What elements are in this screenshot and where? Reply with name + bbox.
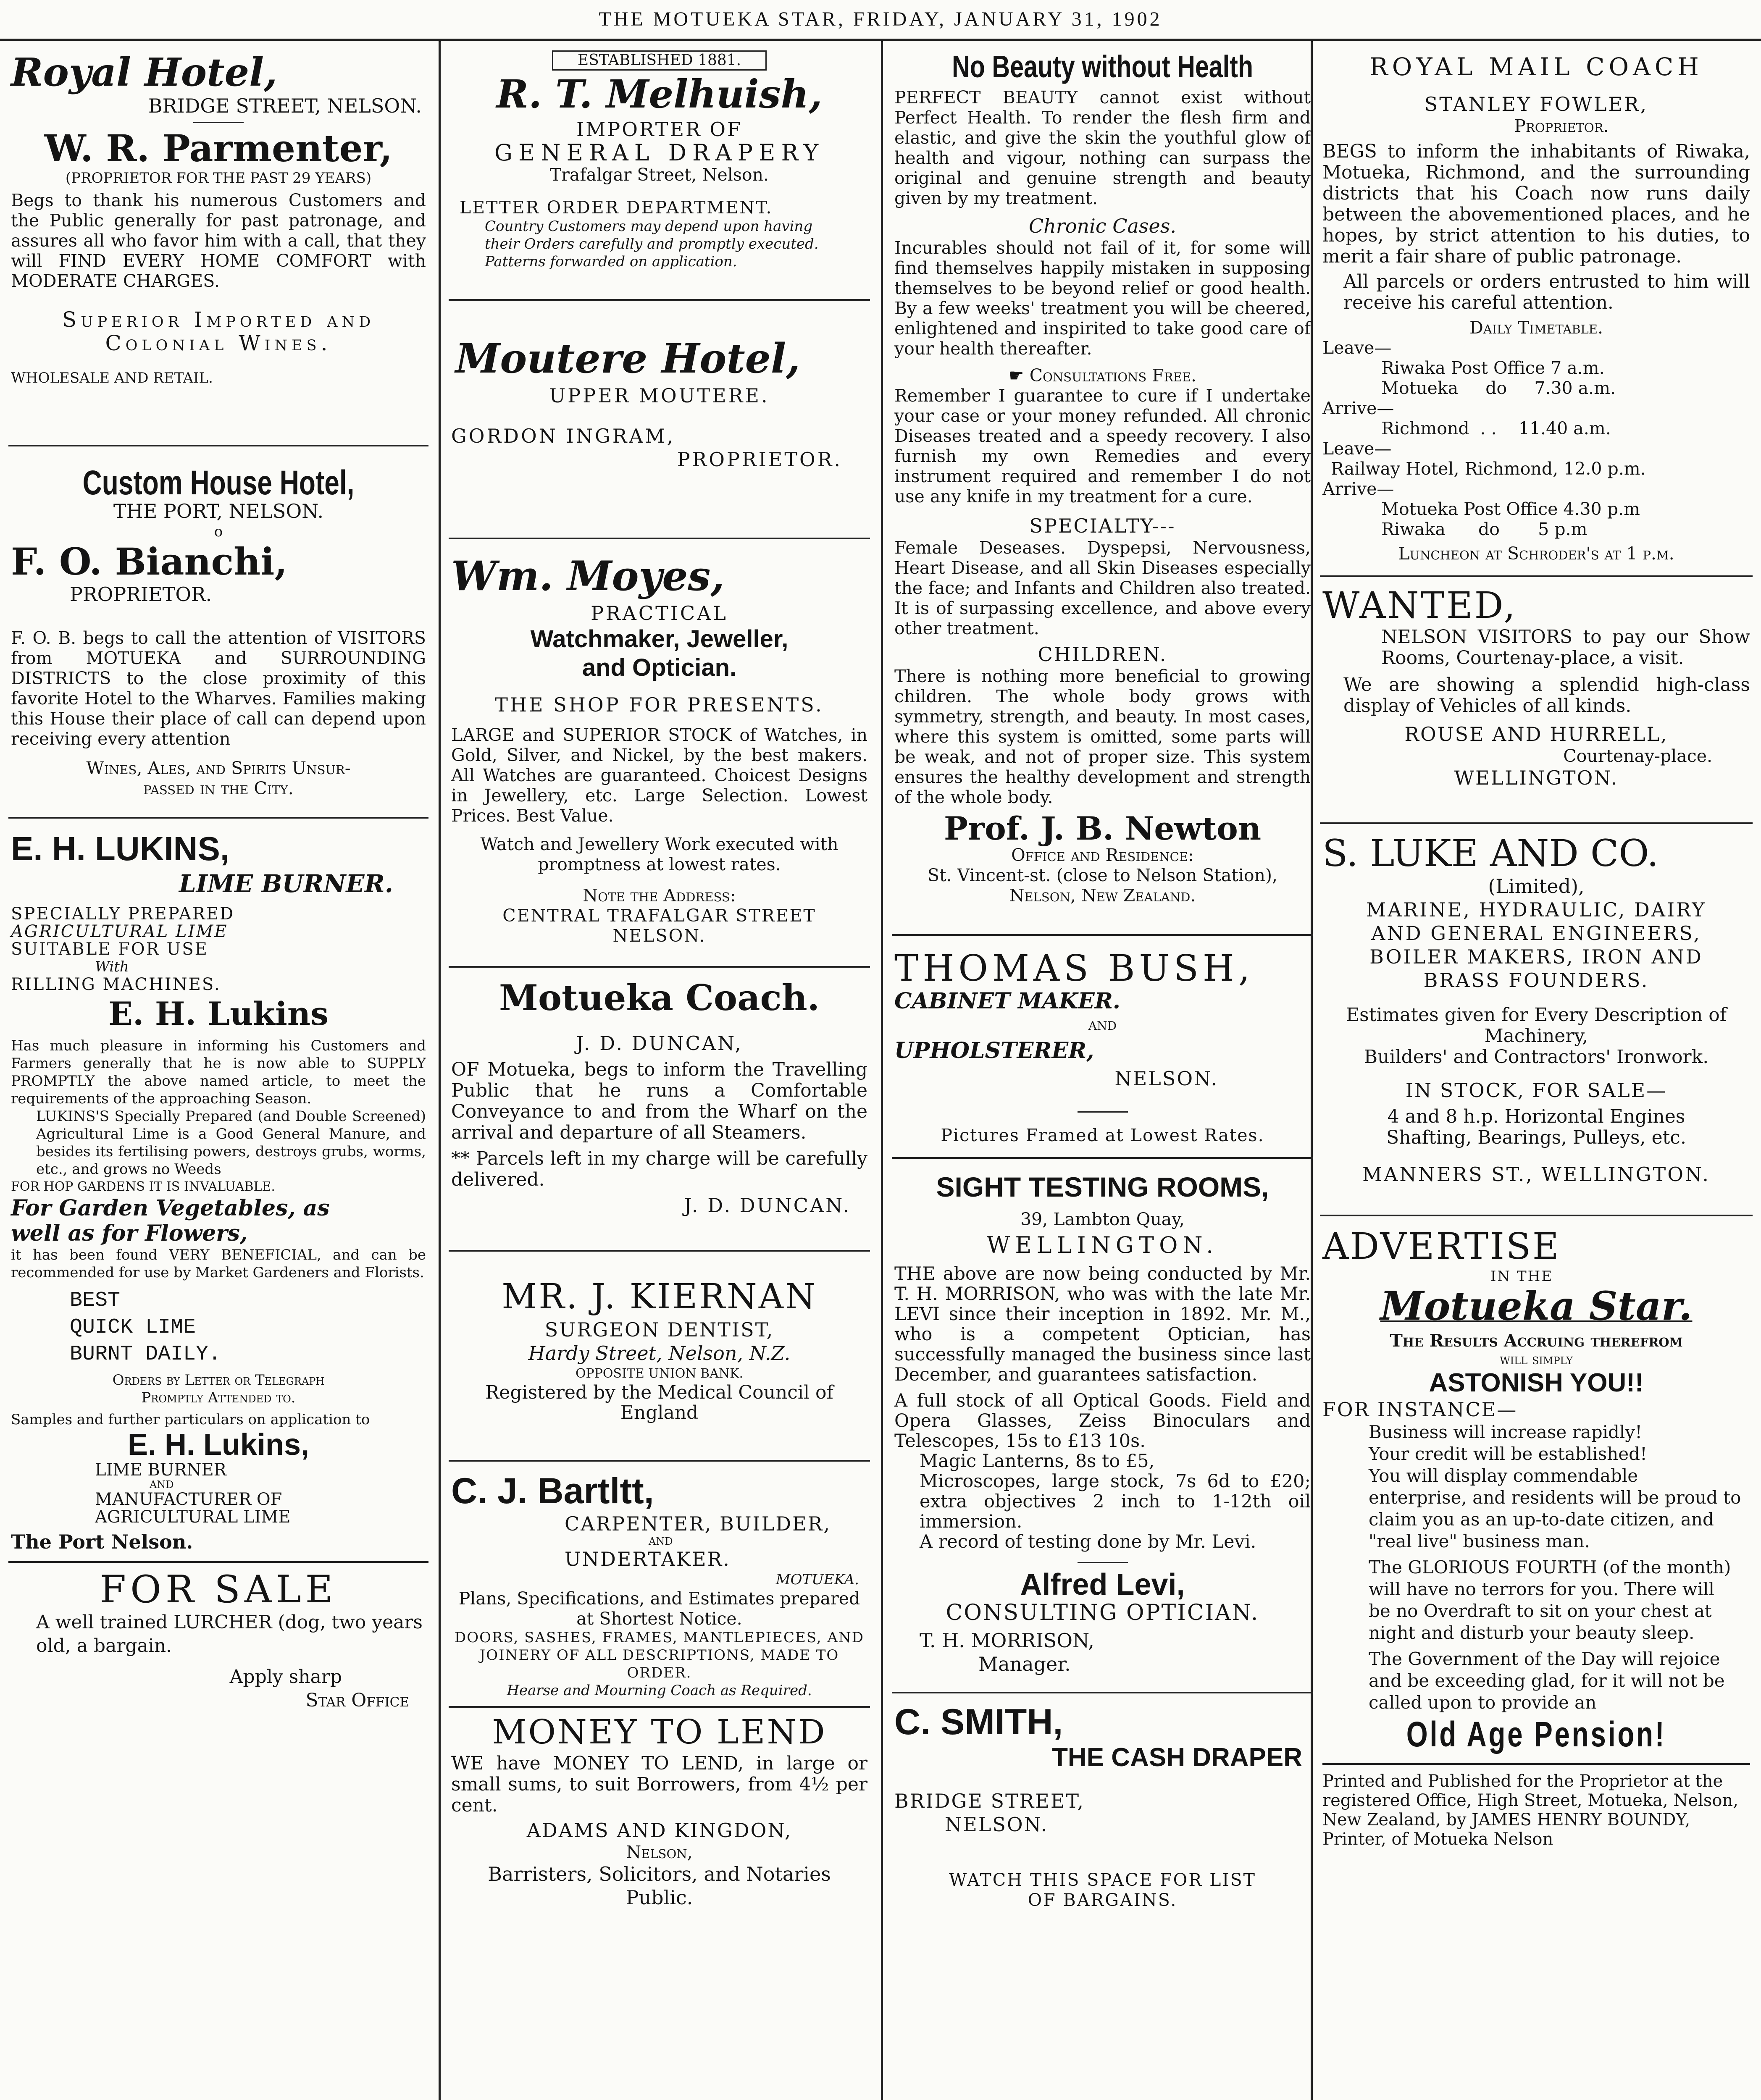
ad-title: C. J. Bartltt, — [451, 1471, 654, 1511]
lime-line: BURNT DAILY. — [70, 1342, 221, 1366]
ad-kiernan — [449, 1252, 870, 1460]
ad-moyes — [449, 539, 870, 966]
ad-title-text: No Beauty without Health — [952, 49, 1253, 84]
watch-line: WATCH THIS SPACE FOR LIST — [949, 1870, 1256, 1890]
ad-body: LUKINS'S Specially Prepared (and Double Screened) Agricultural Lime is a Good General Manure, and besides its fertilising powers, destroys grubs, worms, etc., and grows no Weeds — [36, 1108, 426, 1178]
column-2 — [449, 47, 870, 2100]
address: NELSON. — [612, 926, 706, 946]
trade: AND GENERAL ENGINEERS, — [1371, 922, 1701, 945]
ad-body: Builders' and Contractors' Ironwork. — [1364, 1046, 1709, 1068]
established: ESTABLISHED 1881. — [552, 50, 767, 71]
ad-title: ROYAL MAIL COACH — [1369, 52, 1703, 81]
ad-body: it has been found VERY BENEFICIAL, and can be recommended for use by Market Gardeners and Florists. — [11, 1247, 426, 1281]
registered: Registered by the Medical Council of England — [485, 1382, 833, 1423]
trade: SURGEON DENTIST, — [544, 1318, 774, 1341]
address: The Port Nelson. — [11, 1530, 193, 1553]
signature: J. D. DUNCAN. — [684, 1194, 851, 1217]
lime-line: BEST — [70, 1289, 121, 1312]
trade: MARINE, HYDRAULIC, DAIRY — [1366, 898, 1706, 921]
place: UPPER MOUTERE. — [549, 384, 770, 407]
ad-title: Royal Hotel, — [11, 50, 278, 95]
instance-item: The Government of the Day will rejoice and be exceeding glad, for it will not be called upon to provide an — [1369, 1648, 1725, 1713]
ad-title: SIGHT TESTING ROOMS, — [936, 1171, 1269, 1202]
role: Barristers, Solicitors, and Notaries — [488, 1863, 831, 1885]
address: Hardy Street, Nelson, N.Z. — [528, 1342, 791, 1365]
place: Nelson, — [626, 1842, 693, 1862]
ad-body: A well trained LURCHER (dog, two years old, a bargain. — [36, 1612, 423, 1656]
ad-title: FOR SALE — [100, 1567, 337, 1612]
results: will simply — [1500, 1351, 1573, 1368]
ad-lime-burner — [8, 819, 428, 1561]
line: RILLING MACHINES. — [11, 975, 221, 994]
line: AGRICULTURAL LIME — [11, 922, 228, 941]
ad-body: Magic Lanterns, 8s to £5, — [920, 1451, 1155, 1472]
ad-sight-testing — [892, 1159, 1313, 1692]
city: WELLINGTON. — [986, 1232, 1219, 1258]
ad-bartlett — [449, 1462, 870, 1706]
ad-body: PERFECT BEAUTY cannot exist without Perfect Health. To render the flesh firm and elastic, and give the skin the youthful glow of health and vigour, nothing can surpass the original and genuine strength and beauty given by my treatment. — [894, 87, 1311, 208]
place: MOTUEKA. — [775, 1571, 859, 1588]
subhead: Chronic Cases. — [1029, 215, 1176, 237]
ad-title: Wm. Moyes, — [451, 552, 725, 600]
column-rule — [439, 41, 441, 2100]
ad-title: THOMAS BUSH, — [894, 948, 1254, 990]
wines-line: Colonial Wines. — [105, 331, 332, 355]
trade: CARPENTER, BUILDER, — [565, 1512, 831, 1535]
proprietor-name: W. R. Parmenter, — [44, 126, 393, 170]
masthead: THE MOTUEKA STAR, FRIDAY, JANUARY 31, 1902 — [599, 8, 1162, 30]
lime-line: QUICK LIME — [70, 1315, 196, 1339]
divider — [1078, 1562, 1128, 1563]
divider — [193, 122, 244, 123]
divider — [1322, 1763, 1750, 1765]
importer: IMPORTER OF — [576, 118, 742, 141]
ad-title: MR. J. KIERNAN — [502, 1277, 817, 1317]
practical: PRACTICAL — [591, 602, 728, 625]
name: Alfred Levi, — [1020, 1568, 1185, 1601]
trade: UPHOLSTERER, — [894, 1038, 1094, 1063]
name: STANLEY FOWLER, — [1424, 93, 1648, 116]
note: Note the Address: — [583, 885, 736, 906]
ad-custom-house-hotel — [8, 446, 428, 817]
role: Public. — [626, 1886, 693, 1909]
manager: Manager. — [978, 1653, 1071, 1675]
trade: BRASS FOUNDERS. — [1423, 969, 1649, 992]
paper-name: Motueka Star. — [1380, 1283, 1693, 1329]
ad-title: S. LUKE AND CO. — [1322, 832, 1659, 875]
instance-item: The GLORIOUS FOURTH (of the month) will have no terrors for you. There will be no Overdraft to sit on your chest at night and disturb your beauty sleep. — [1369, 1557, 1731, 1643]
column-3 — [892, 47, 1313, 2100]
luncheon: Luncheon at Schroder's at 1 p.m. — [1398, 543, 1674, 564]
ad-title: Motueka Coach. — [499, 977, 820, 1018]
trade: GENERAL DRAPERY — [494, 139, 825, 166]
ad-body: Country Customers may depend upon having their Orders carefully and promptly executed. Patterns forwarded on application. — [485, 218, 819, 270]
trade: UNDERTAKER. — [565, 1548, 731, 1570]
subhead — [894, 365, 1311, 386]
ad-advertise — [1320, 1216, 1753, 1852]
line: AGRICULTURAL LIME — [95, 1507, 291, 1527]
ad-body: Female Deseases. Dyspepsi, Nervousness, Heart Disease, and all Skin Diseases especially the face; and Infants and Children also treated. It is of surpassing excellence, and above every other treatment. — [894, 538, 1311, 638]
name: Prof. J. B. Newton — [944, 810, 1262, 847]
ad-body: FOR HOP GARDENS IT IS INVALUABLE. — [11, 1179, 275, 1194]
imprint: Printed and Published for the Proprietor at the registered Office, High Street, Motueka, Nelson, New Zealand, by JAMES HENRY BOUNDY, Printer, of Motueka Nelson — [1322, 1772, 1738, 1849]
in-the: IN THE — [1490, 1268, 1553, 1285]
address: CENTRAL TRAFALGAR STREET — [502, 906, 816, 926]
proprietor-title: PROPRIETOR. — [70, 583, 212, 606]
stock: IN STOCK, FOR SALE— — [1405, 1079, 1667, 1102]
ad-title: E. H. LUKINS, — [11, 830, 230, 867]
instance: FOR INSTANCE— — [1322, 1398, 1518, 1421]
ad-body: Estimates given for Every Description of Machinery, — [1346, 1004, 1727, 1047]
watch-line: OF BARGAINS. — [1028, 1890, 1178, 1910]
name: J. D. DUNCAN, — [576, 1032, 743, 1055]
highlight: well as for Flowers, — [11, 1221, 248, 1246]
subtitle: (PROPRIETOR FOR THE PAST 29 YEARS) — [65, 170, 372, 186]
ad-thomas-bush — [892, 936, 1313, 1157]
ad-beauty-health — [892, 47, 1313, 934]
ad-body: Begs to thank his numerous Customers and the Public generally for past patronage, and assures all who favor him with a call, that they will FIND EVERY HOME COMFORT with MODERATE CHARGES. — [11, 190, 426, 291]
timetable-title: Daily Timetable. — [1469, 318, 1603, 338]
ad-body: Incurables should not fail of it, for some will find themselves happily mistaken in supposing themselves to be beyond relief or good health. By a few weeks' treatment you will be cheered, enlightened and inspirited to take good care of your health thereafter. — [894, 238, 1311, 359]
ad-body: Remember I guarantee to cure if I undertake your case or your money refunded. All chronic Diseases treated and a speedy recovery. I also furnish my own Remedies and every instrument required and remember I do not use any knife in my treatment for a cure. — [894, 386, 1311, 507]
trade: Watchmaker, Jeweller, — [530, 625, 789, 653]
ad-body: A record of testing done by Mr. Levi. — [920, 1531, 1256, 1552]
ad-money-to-lend — [449, 1708, 870, 1913]
address: BRIDGE STREET, — [894, 1790, 1085, 1812]
ad-title: Moutere Hotel, — [455, 335, 800, 382]
address: BRIDGE STREET, NELSON. — [148, 94, 422, 117]
address: THE PORT, NELSON. — [113, 500, 324, 522]
proprietor: Proprietor. — [1514, 116, 1609, 136]
instance-item: Business will increase rapidly! — [1369, 1422, 1642, 1442]
ad-body: A full stock of all Optical Goods. Field and Opera Glasses, Zeiss Binoculars and Telescopes, 15s to £13 10s. — [894, 1390, 1311, 1452]
proprietor-name: GORDON INGRAM, — [451, 425, 675, 447]
ad-body: Has much pleasure in informing his Customers and Farmers generally that he is now able to SUPPLY PROMPTLY the above named article, to meet the requirements of the approaching Season. — [11, 1037, 426, 1107]
timetable-row: Richmond . . 11.40 a.m. — [1381, 418, 1611, 438]
trade: CONSULTING OPTICIAN. — [946, 1600, 1259, 1625]
pension — [1322, 1714, 1750, 1754]
apply-line: Apply sharp — [229, 1666, 342, 1688]
proprietor-title: PROPRIETOR. — [677, 448, 842, 471]
address: MANNERS ST., WELLINGTON. — [1362, 1163, 1710, 1186]
mark: o — [214, 523, 223, 540]
ad-title — [11, 464, 426, 502]
results: The Results Accruing therefrom — [1390, 1331, 1683, 1351]
name: E. H. Lukins — [108, 995, 329, 1032]
timetable-label: Leave— — [1322, 338, 1392, 358]
ad-melhuish — [449, 47, 870, 299]
line: MANUFACTURER OF — [95, 1490, 282, 1509]
timetable-row: Riwaka Post Office 7 a.m. — [1381, 358, 1605, 378]
ad-title: WANTED, — [1322, 585, 1517, 627]
orders-line: Orders by Letter or Telegraph — [112, 1372, 325, 1389]
ad-body: Watch and Jewellery Work executed with promptness at lowest rates. — [480, 834, 838, 874]
ad-body: OF Motueka, begs to inform the Travelling Public that he runs a Comfortable Conveyance to and from the Wharf on the arrival and departure of all Steamers. — [451, 1059, 867, 1143]
ad-title: C. SMITH, — [894, 1702, 1063, 1742]
stock-item: Shafting, Bearings, Pulleys, etc. — [1386, 1127, 1686, 1148]
ad-royal-mail-coach — [1320, 47, 1753, 575]
office-line: Star Office — [305, 1690, 409, 1711]
opposite: OPPOSITE UNION BANK. — [575, 1366, 744, 1381]
address: NELSON. — [945, 1813, 1049, 1836]
subtitle: THE CASH DRAPER — [1052, 1743, 1302, 1772]
timetable-row: Riwaka do 5 p.m — [1381, 519, 1588, 539]
timetable-row: Railway Hotel, Richmond, 12.0 p.m. — [1331, 459, 1646, 479]
wines-line: Wines, Ales, and Spirits Unsur- — [86, 758, 351, 778]
ad-s-luke — [1320, 824, 1753, 1215]
astonish: ASTONISH YOU!! — [1429, 1368, 1644, 1397]
ad-motueka-coach — [449, 968, 870, 1250]
line: SUITABLE FOR USE — [11, 940, 208, 959]
timetable-label: Leave— — [1322, 438, 1392, 459]
instance-item: Your credit will be established! — [1369, 1444, 1647, 1464]
pointing-hand-icon: ☛ — [1008, 365, 1030, 386]
ad-body: There is nothing more beneficial to growing children. The whole body grows with symmetry, strength, and beauty. In most cases, where this system is omitted, some parts will be weak, and not of proper size. This system ensures the healthy development and strength of the whole body. — [894, 666, 1311, 807]
city: WELLINGTON. — [1454, 766, 1619, 789]
ad-title: R. T. Melhuish, — [496, 71, 823, 117]
ad-moutere-hotel — [449, 301, 870, 538]
ad-body: We are showing a splendid high-class display of Vehicles of all kinds. — [1343, 674, 1750, 717]
slogan: THE SHOP FOR PRESENTS. — [495, 693, 824, 716]
highlight: For Garden Vegetables, as — [11, 1195, 330, 1221]
ad-body: NELSON VISITORS to pay our Show Rooms, Courtenay-place, a visit. — [1381, 626, 1750, 669]
wines-line: Superior Imported and — [62, 307, 375, 332]
trade: and Optician. — [582, 654, 737, 681]
office: Office and Residence: — [1011, 845, 1194, 865]
ad-body: Plans, Specifications, and Estimates prepared at Shortest Notice. — [458, 1588, 860, 1629]
trade: CABINET MAKER. — [894, 988, 1121, 1014]
ad-body: F. O. B. begs to call the attention of VISITORS from MOTUEKA and SURROUNDING DISTRICTS to the close proximity of this favorite Hotel to the Wharves. Families making this House their place of call can depend upon receiving every attention — [11, 628, 426, 749]
column-rule — [881, 41, 883, 2100]
ad-title — [894, 50, 1311, 83]
ad-body: BEGS to inform the inhabitants of Riwaka, Motueka, Richmond, and the surrounding districts that his Coach now runs daily between the abovementioned places, and he hopes, by strict attention to his duties, to merit a fair share of public patronage. — [1322, 141, 1750, 267]
line: With — [95, 958, 129, 975]
ad-title: ADVERTISE — [1322, 1226, 1561, 1268]
instance-item: You will display commendable enterprise, and residents will be proud to claim you as an up-to-date citizen, and "real live" business man. — [1369, 1465, 1741, 1551]
column-1 — [8, 47, 428, 2100]
address: Nelson, New Zealand. — [1009, 885, 1196, 906]
ad-title-text: Custom House Hotel, — [82, 464, 355, 502]
ad-body: All parcels or orders entrusted to him will receive his careful attention. — [1343, 271, 1750, 313]
ad-body: DOORS, SASHES, FRAMES, MANTLEPIECES, AND JOINERY OF ALL DESCRIPTIONS, MADE TO ORDER. — [454, 1629, 865, 1681]
line: SPECIALLY PREPARED — [11, 904, 235, 924]
address: Courtenay-place. — [1563, 746, 1712, 766]
wines-line: passed in the City. — [143, 778, 294, 798]
ad-royal-hotel — [8, 47, 428, 445]
column-4 — [1320, 47, 1753, 2100]
proprietor-name: F. O. Bianchi, — [11, 540, 288, 583]
divider — [1078, 1111, 1128, 1113]
limited: (Limited), — [1488, 875, 1585, 898]
timetable-label: Arrive— — [1322, 398, 1394, 418]
address: 39, Lambton Quay, — [1020, 1209, 1185, 1229]
ad-title: MONEY TO LEND — [492, 1712, 827, 1751]
dept: LETTER ORDER DEPARTMENT. — [460, 197, 773, 218]
hearse: Hearse and Mourning Coach as Required. — [507, 1682, 812, 1699]
timetable-row: Motueka do 7.30 a.m. — [1381, 378, 1616, 398]
timetable-label: Arrive— — [1322, 479, 1394, 499]
ad-body: THE above are now being conducted by Mr. T. H. MORRISON, who was with the late Mr. LEVI since their inception in 1892. Mr. M., who is a competent Optician, has successfully managed the business since last December, and guarantees satisfaction. — [894, 1263, 1311, 1385]
and: AND — [1088, 1019, 1117, 1033]
pictures: Pictures Framed at Lowest Rates. — [941, 1125, 1264, 1145]
subhead: SPECIALTY--- — [1029, 514, 1176, 537]
trade: BOILER MAKERS, IRON AND — [1369, 945, 1703, 968]
line: LIME BURNER — [95, 1460, 226, 1480]
firm: ADAMS AND KINGDON, — [526, 1819, 792, 1842]
timetable-row: Motueka Post Office 4.30 p.m — [1381, 499, 1640, 519]
ad-body: WE have MONEY TO LEND, in large or small sums, to suit Borrowers, from 4½ per cent. — [451, 1753, 867, 1816]
subhead: CHILDREN. — [1038, 643, 1167, 666]
place: NELSON. — [1114, 1067, 1218, 1090]
ad-wanted — [1320, 577, 1753, 822]
and: AND — [649, 1536, 673, 1547]
trade-line: WHOLESALE AND RETAIL. — [11, 370, 213, 386]
trade: LIME BURNER. — [179, 869, 393, 898]
address: Trafalgar Street, Nelson. — [549, 165, 769, 185]
name: E. H. Lukins, — [127, 1428, 310, 1462]
ad-body: ** Parcels left in my charge will be carefully delivered. — [451, 1148, 867, 1190]
orders-line: Promptly Attended to. — [141, 1389, 296, 1406]
masthead-rule — [0, 39, 1761, 41]
address: St. Vincent-st. (close to Nelson Station), — [928, 865, 1277, 885]
ad-body: Samples and further particulars on application to — [11, 1411, 370, 1428]
firm: ROUSE AND HURRELL, — [1404, 723, 1668, 746]
subhead-text: Consultations Free. — [1029, 365, 1197, 386]
stock-item: 4 and 8 h.p. Horizontal Engines — [1387, 1106, 1685, 1127]
manager: T. H. MORRISON, — [920, 1629, 1094, 1652]
ad-for-sale — [8, 1563, 428, 1716]
ad-body: LARGE and SUPERIOR STOCK of Watches, in Gold, Silver, and Nickel, by the best makers. All Watches are guaranteed. Choicest Designs in Jewellery, etc. Large Selection. Lowest Prices. Best Value. — [451, 725, 867, 826]
ad-body: Microscopes, large stock, 7s 6d to £20; extra objectives 2 inch to 1-12th oil immersion. — [920, 1471, 1311, 1532]
ad-c-smith — [892, 1693, 1313, 1914]
pension-text: Old Age Pension! — [1406, 1714, 1666, 1754]
line: AND — [150, 1479, 174, 1491]
